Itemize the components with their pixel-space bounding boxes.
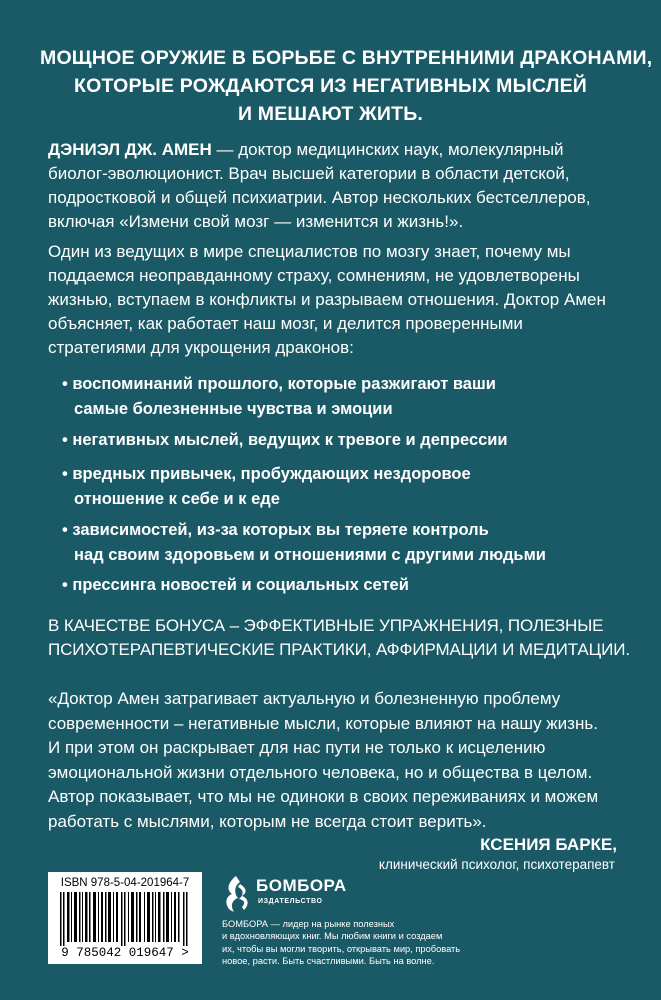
author-bio-line: подростковой и общей психиатрии. Автор нескольких бестселлеров, — [48, 188, 591, 207]
publisher-logo — [222, 872, 347, 918]
intro-line: жизнью, вступаем в конфликты и разрываем отношения. Доктор Амен — [48, 290, 606, 309]
author-bio-line: включая «Измени свой мозг — изменится и жизнь!». — [48, 212, 464, 231]
publisher-logo-name: БОМБОРА — [256, 876, 347, 895]
intro-paragraph — [48, 240, 618, 360]
quote-line: работать с мыслями, которым не всегда стоит верить». — [48, 811, 487, 831]
quote-line: современности – негативные мысли, которые влияют на нашу жизнь. — [48, 713, 598, 733]
list-item — [62, 428, 508, 453]
intro-line: объясняет, как работает наш мозг, и делится проверенными — [48, 314, 523, 333]
list-item-line: • негативных мыслей, ведущих к тревоге и депрессии — [62, 431, 508, 449]
barcode-bars — [58, 892, 192, 946]
publisher-line: и вдохновляющих книг. Мы любим книги и создаем — [222, 931, 443, 942]
list-item — [62, 573, 409, 598]
quote-line: И при этом он раскрывает для нас пути не только к исцелению — [48, 738, 546, 758]
author-bio-text: — доктор медицинских наук, молекулярный — [211, 140, 564, 159]
bonus-text — [48, 614, 631, 662]
barcode-digits: 9 785042 019647 > — [61, 946, 189, 960]
quote-line: эмоциональной жизни отдельного человека, но и общества в целом. — [48, 762, 593, 782]
author-bio-line: биолог-эволюционист. Врач высшей категории в области детской, — [48, 164, 570, 183]
quote-line: Автор показывает, что мы не одиноки в своих переживаниях и можем — [48, 787, 599, 807]
list-item — [62, 462, 471, 512]
list-item-line: отношение к себе и к еде — [74, 490, 280, 508]
author-bio — [48, 138, 618, 234]
list-item — [62, 518, 546, 568]
isbn-label: ISBN 978-5-04-201964-7 — [60, 877, 190, 889]
quote-author-name: КСЕНИЯ БАРКЕ, — [480, 835, 617, 854]
headline-line: МОЩНОЕ ОРУЖИЕ В БОРЬБЕ С ВНУТРЕННИМИ ДРАКОНАМИ, — [40, 47, 653, 69]
publisher-line: новое, расти. Быть счастливыми. Быть на волне. — [222, 955, 435, 966]
wave-icon — [222, 874, 252, 914]
headline — [40, 44, 653, 128]
intro-line: стратегиями для укрощения драконов: — [48, 338, 354, 357]
headline-line: И МЕШАЮТ ЖИТЬ. — [237, 103, 424, 125]
publisher-description — [222, 918, 522, 967]
publisher-logo-sub: ИЗДАТЕЛЬСТВО — [258, 898, 323, 905]
quote-line: «Доктор Амен затрагивает актуальную и болезненную проблему — [48, 689, 561, 708]
list-item-line: • прессинга новостей и социальных сетей — [62, 576, 409, 594]
intro-line: Один из ведущих в мире специалистов по мозгу знает, почему мы — [48, 242, 571, 261]
intro-line: поддаемся неоправданному страху, сомнениям, не удовлетворены — [48, 266, 580, 285]
publisher-line: БОМБОРА — лидер на рынке полезных — [222, 919, 395, 929]
publisher-line: их, чтобы вы могли творить, открывать мир, пробовать — [222, 943, 461, 954]
list-item-line: • зависимостей, из-за которых вы теряете контроль — [62, 521, 489, 539]
list-item-line: • воспоминаний прошлого, которые разжигают ваши — [62, 375, 496, 393]
list-item-line: • вредных привычек, пробуждающих нездоровое — [62, 465, 471, 483]
list-item-line: над своим здоровьем и отношениями с другими людьми — [74, 546, 546, 564]
bonus-line: ПСИХОТЕРАПЕВТИЧЕСКИЕ ПРАКТИКИ, АФФИРМАЦИИ И МЕДИТАЦИИ. — [48, 640, 631, 659]
author-bio-line — [48, 138, 618, 162]
review-quote — [48, 687, 628, 835]
author-name: ДЭНИЭЛ ДЖ. АМЕН — [48, 140, 212, 159]
bonus-line: В КАЧЕСТВЕ БОНУСА – ЭФФЕКТИВНЫЕ УПРАЖНЕНИЯ, ПОЛЕЗНЫЕ — [48, 616, 604, 635]
list-item — [62, 372, 496, 422]
quote-author-role: клинический психолог, психотерапевт — [378, 857, 615, 872]
barcode — [48, 872, 202, 964]
list-item-line: самые болезненные чувства и эмоции — [74, 400, 393, 418]
headline-line: КОТОРЫЕ РОЖДАЮТСЯ ИЗ НЕГАТИВНЫХ МЫСЛЕЙ — [73, 75, 587, 97]
